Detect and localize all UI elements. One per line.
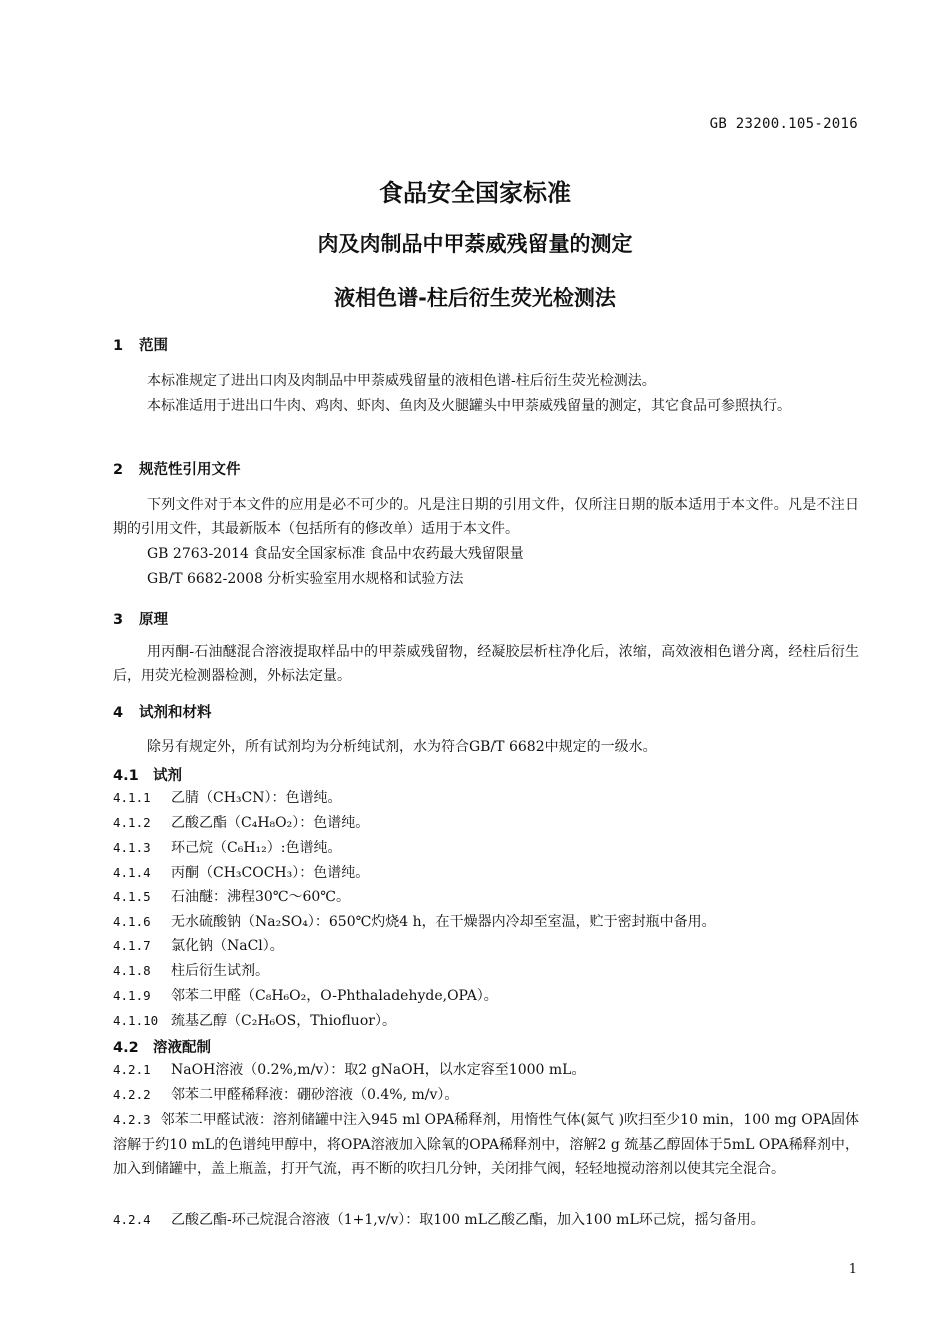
- reference-item: GB 2763-2014 食品安全国家标准 食品中农药最大残留限量: [147, 546, 524, 562]
- item-number: 4.1.7: [113, 938, 151, 953]
- item-number: 4.1.8: [113, 963, 151, 978]
- item-number: 4.2.2: [113, 1087, 151, 1102]
- item-text: 丙酮（CH₃COCH₃）：色谱纯。: [171, 865, 370, 881]
- list-item: [113, 934, 284, 958]
- item-number: 4.1.2: [113, 815, 151, 830]
- document-subtitle: 肉及肉制品中甲萘威残留量的测定: [317, 232, 633, 256]
- section-2-paragraph-1: 下列文件对于本文件的应用是必不可少的。凡是注日期的引用文件，仅所注日期的版本适用于本文件。凡是不注日期的引用文件，其最新版本（包括所有的修改单）适用于本文件。: [113, 497, 859, 537]
- item-number: 4.2.4: [113, 1212, 151, 1227]
- item-text: 邻苯二甲醛（C₈H₆O₂，O-Phthaladehyde,OPA）。: [171, 988, 498, 1004]
- list-item: [113, 786, 342, 810]
- list-item: [113, 1108, 859, 1182]
- section-1-paragraph-2: 本标准适用于进出口牛肉、鸡肉、虾肉、鱼肉及火腿罐头中甲萘威残留量的测定，其它食品可参照执行。: [147, 398, 791, 414]
- item-number: 4.1.5: [113, 889, 151, 904]
- item-number: 4.1.6: [113, 914, 151, 929]
- item-text: 环己烷（C₆H₁₂）:色谱纯。: [171, 840, 342, 856]
- list-item: [113, 811, 369, 835]
- standard-number: GB 23200.105-2016: [709, 116, 858, 132]
- section-3-paragraph-1: 用丙酮-石油醚混合溶液提取样品中的甲萘威残留物，经凝胶层析柱净化后，浓缩，高效液相色谱分离，经柱后衍生后，用荧光检测器检测，外标法定量。: [113, 644, 859, 684]
- item-number: 4.1.10: [113, 1013, 159, 1028]
- item-text: 氯化钠（NaCl）。: [171, 938, 284, 954]
- item-number: 4.1.9: [113, 988, 151, 1003]
- reference-item: GB/T 6682-2008 分析实验室用水规格和试验方法: [147, 571, 464, 587]
- item-text: 石油醚：沸程30℃～60℃。: [171, 889, 350, 905]
- section-number: 4: [113, 705, 124, 721]
- list-item: [113, 1208, 765, 1232]
- item-text: 乙酸乙酯（C₄H₈O₂）：色谱纯。: [171, 815, 370, 831]
- section-1-paragraph-1: 本标准规定了进出口肉及肉制品中甲萘威残留量的液相色谱-柱后衍生荧光检测法。: [147, 373, 656, 389]
- page-number: 1: [848, 1262, 857, 1277]
- section-number: 2: [113, 462, 124, 478]
- document-method-title: 液相色谱-柱后衍生荧光检测法: [334, 286, 616, 310]
- subsection-number: 4.1: [113, 768, 139, 784]
- item-number: 4.2.1: [113, 1062, 151, 1077]
- subsection-number: 4.2: [113, 1040, 139, 1056]
- item-text: 巯基乙醇（C₂H₆OS，Thiofluor）。: [171, 1013, 396, 1029]
- list-item: [113, 1083, 458, 1107]
- list-item: [113, 1009, 396, 1033]
- item-number: 4.2.3: [113, 1112, 151, 1127]
- item-text: 邻苯二甲醛试液：溶剂储罐中注入945 ml OPA稀释剂，用惰性气体(氮气 )吹扫至少10 min，100 mg OPA固体溶解于约10 mL的色谱纯甲醇中，将OPA溶液加入除氧的OPA稀释剂中，溶解2 g 巯基乙醇固体于5mL OPA稀释剂中，加入到储罐中，盖上瓶盖，打开气流，再不断的吹扫几分钟，关闭排气阀，轻轻地搅动溶剂以使其完全混合。: [113, 1112, 859, 1177]
- item-text: 无水硫酸钠（Na₂SO₄）：650℃灼烧4 h，在干燥器内冷却至室温，贮于密封瓶中备用。: [171, 914, 716, 930]
- list-item: [113, 959, 269, 983]
- list-item: [113, 984, 498, 1008]
- item-text: 柱后衍生试剂。: [171, 963, 269, 979]
- subsection-title: 溶液配制: [153, 1040, 211, 1056]
- subsection-4-2-heading: [113, 1036, 211, 1057]
- list-item: [113, 836, 341, 860]
- section-title: 原理: [139, 612, 168, 628]
- section-title: 范围: [139, 338, 168, 354]
- subsection-title: 试剂: [153, 768, 182, 784]
- section-3-heading: [113, 608, 168, 629]
- section-1-heading: [113, 334, 168, 355]
- section-title: 试剂和材料: [139, 705, 212, 721]
- list-item: [113, 861, 369, 885]
- section-title: 规范性引用文件: [139, 462, 241, 478]
- subsection-4-1-heading: [113, 764, 182, 785]
- list-item: [113, 1058, 585, 1082]
- item-number: 4.1.1: [113, 790, 151, 805]
- section-4-heading: [113, 701, 212, 722]
- item-number: 4.1.4: [113, 865, 151, 880]
- item-number: 4.1.3: [113, 840, 151, 855]
- section-number: 1: [113, 338, 124, 354]
- item-text: NaOH溶液（0.2%,m/v）：取2 gNaOH，以水定容至1000 mL。: [171, 1062, 586, 1078]
- item-text: 乙腈（CH₃CN）：色谱纯。: [171, 790, 342, 806]
- section-4-paragraph-1: 除另有规定外，所有试剂均为分析纯试剂，水为符合GB/T 6682中规定的一级水。: [147, 739, 657, 755]
- section-number: 3: [113, 612, 124, 628]
- list-item: [113, 910, 716, 934]
- item-text: 乙酸乙酯-环己烷混合溶液（1+1,v/v）：取100 mL乙酸乙酯，加入100 mL环己烷，摇匀备用。: [171, 1212, 765, 1228]
- document-title: 食品安全国家标准: [379, 179, 571, 207]
- list-item: [113, 885, 350, 909]
- item-text: 邻苯二甲醛稀释液：硼砂溶液（0.4%, m/v）。: [171, 1087, 459, 1103]
- section-2-heading: [113, 458, 241, 479]
